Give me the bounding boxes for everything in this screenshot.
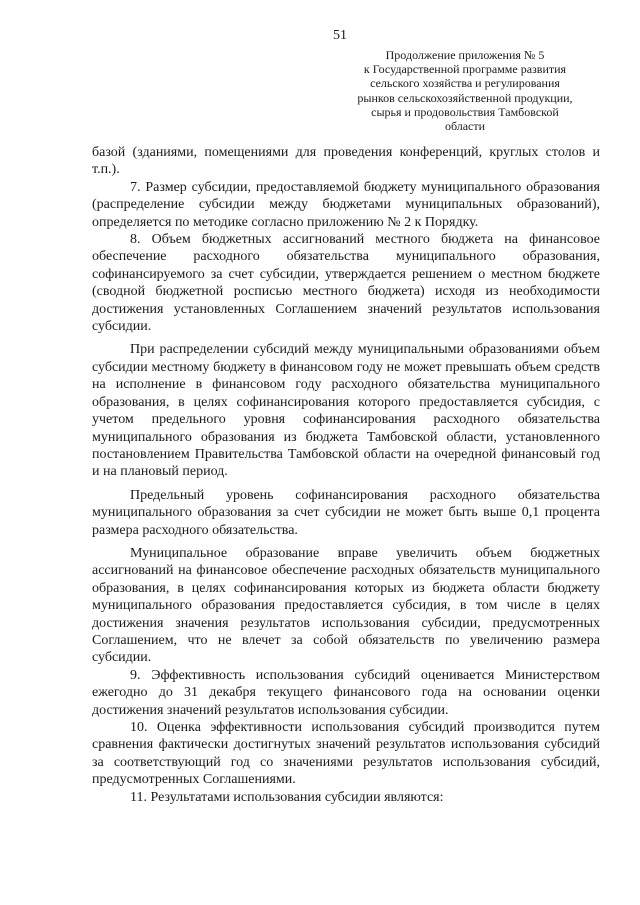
body-paragraph: 10. Оценка эффективности использования субсидий производится путем сравнения фактически достигнутых значений результатов использования субсидий за соответствующий год со значениями результатов использования субсидий, предусмотренных Соглашениями. (92, 720, 600, 788)
page-number: 51 (333, 28, 347, 43)
body-paragraph: При распределении субсидий между муниципальными образованиями объем субсидии местному бюджету в финансовом году не может превышать объем средств на исполнение в финансовом году расходного обязательства муниципального образования, в целях софинансирования которого предоставляется субсидия, с учетом предельного уровня софинансирования расходного обязательства муниципального образования из бюджета Тамбовской области, установленного постановлением Правительства Тамбовской области на очередной финансовый год и на плановый период. (92, 342, 600, 480)
body-paragraph: Муниципальное образование вправе увеличить объем бюджетных ассигнований на финансовое обеспечение расходных обязательств муниципального образования, в целях софинансирования которых из бюджета области бюджету муниципального образования предоставляется субсидия, в том числе в целях достижения значения результатов использования субсидии, предусмотренных Соглашением, что не влечет за собой обязательств по увеличению размера субсидии. (92, 545, 600, 666)
body-paragraph: 7. Размер субсидии, предоставляемой бюджету муниципального образования (распределение субсидии между бюджетами муниципальных образований), определяется по методике согласно приложению № 2 к Порядку. (92, 179, 600, 230)
annex-note (330, 48, 600, 133)
annex-line: к Государственной программе развития (363, 62, 567, 77)
annex-line: Продолжение приложения № 5 (385, 48, 545, 62)
body-paragraph: 11. Результатами использования субсидии являются: (130, 789, 444, 805)
annex-line: сырья и продовольствия Тамбовской (371, 104, 559, 119)
body-paragraph: 8. Объем бюджетных ассигнований местного бюджета на финансовое обеспечение расходного обязательства муниципального образования, софинансируемого за счет субсидии, утверждается решением о местном бюджете (сводной бюджетной росписью местного бюджета) исходя из необходимости достижения установленных Соглашением значений результатов использования субсидии. (92, 232, 600, 335)
annex-line: сельского хозяйства и регулирования (370, 76, 560, 91)
body-paragraph: Предельный уровень софинансирования расходного обязательства муниципального образования за счет субсидии не может быть выше 0,1 процента размера расходного обязательства. (92, 487, 600, 538)
annex-line: рынков сельскохозяйственной продукции, (357, 90, 573, 105)
annex-line: области (444, 119, 486, 134)
body-text (92, 144, 600, 806)
body-paragraph: базой (зданиями, помещениями для проведения конференций, круглых столов и т.п.). (92, 145, 600, 178)
body-paragraph: 9. Эффективность использования субсидий оценивается Министерством ежегодно до 31 декабря текущего финансового года на основании оценки достижения значений результатов использования субсидии. (92, 667, 600, 718)
